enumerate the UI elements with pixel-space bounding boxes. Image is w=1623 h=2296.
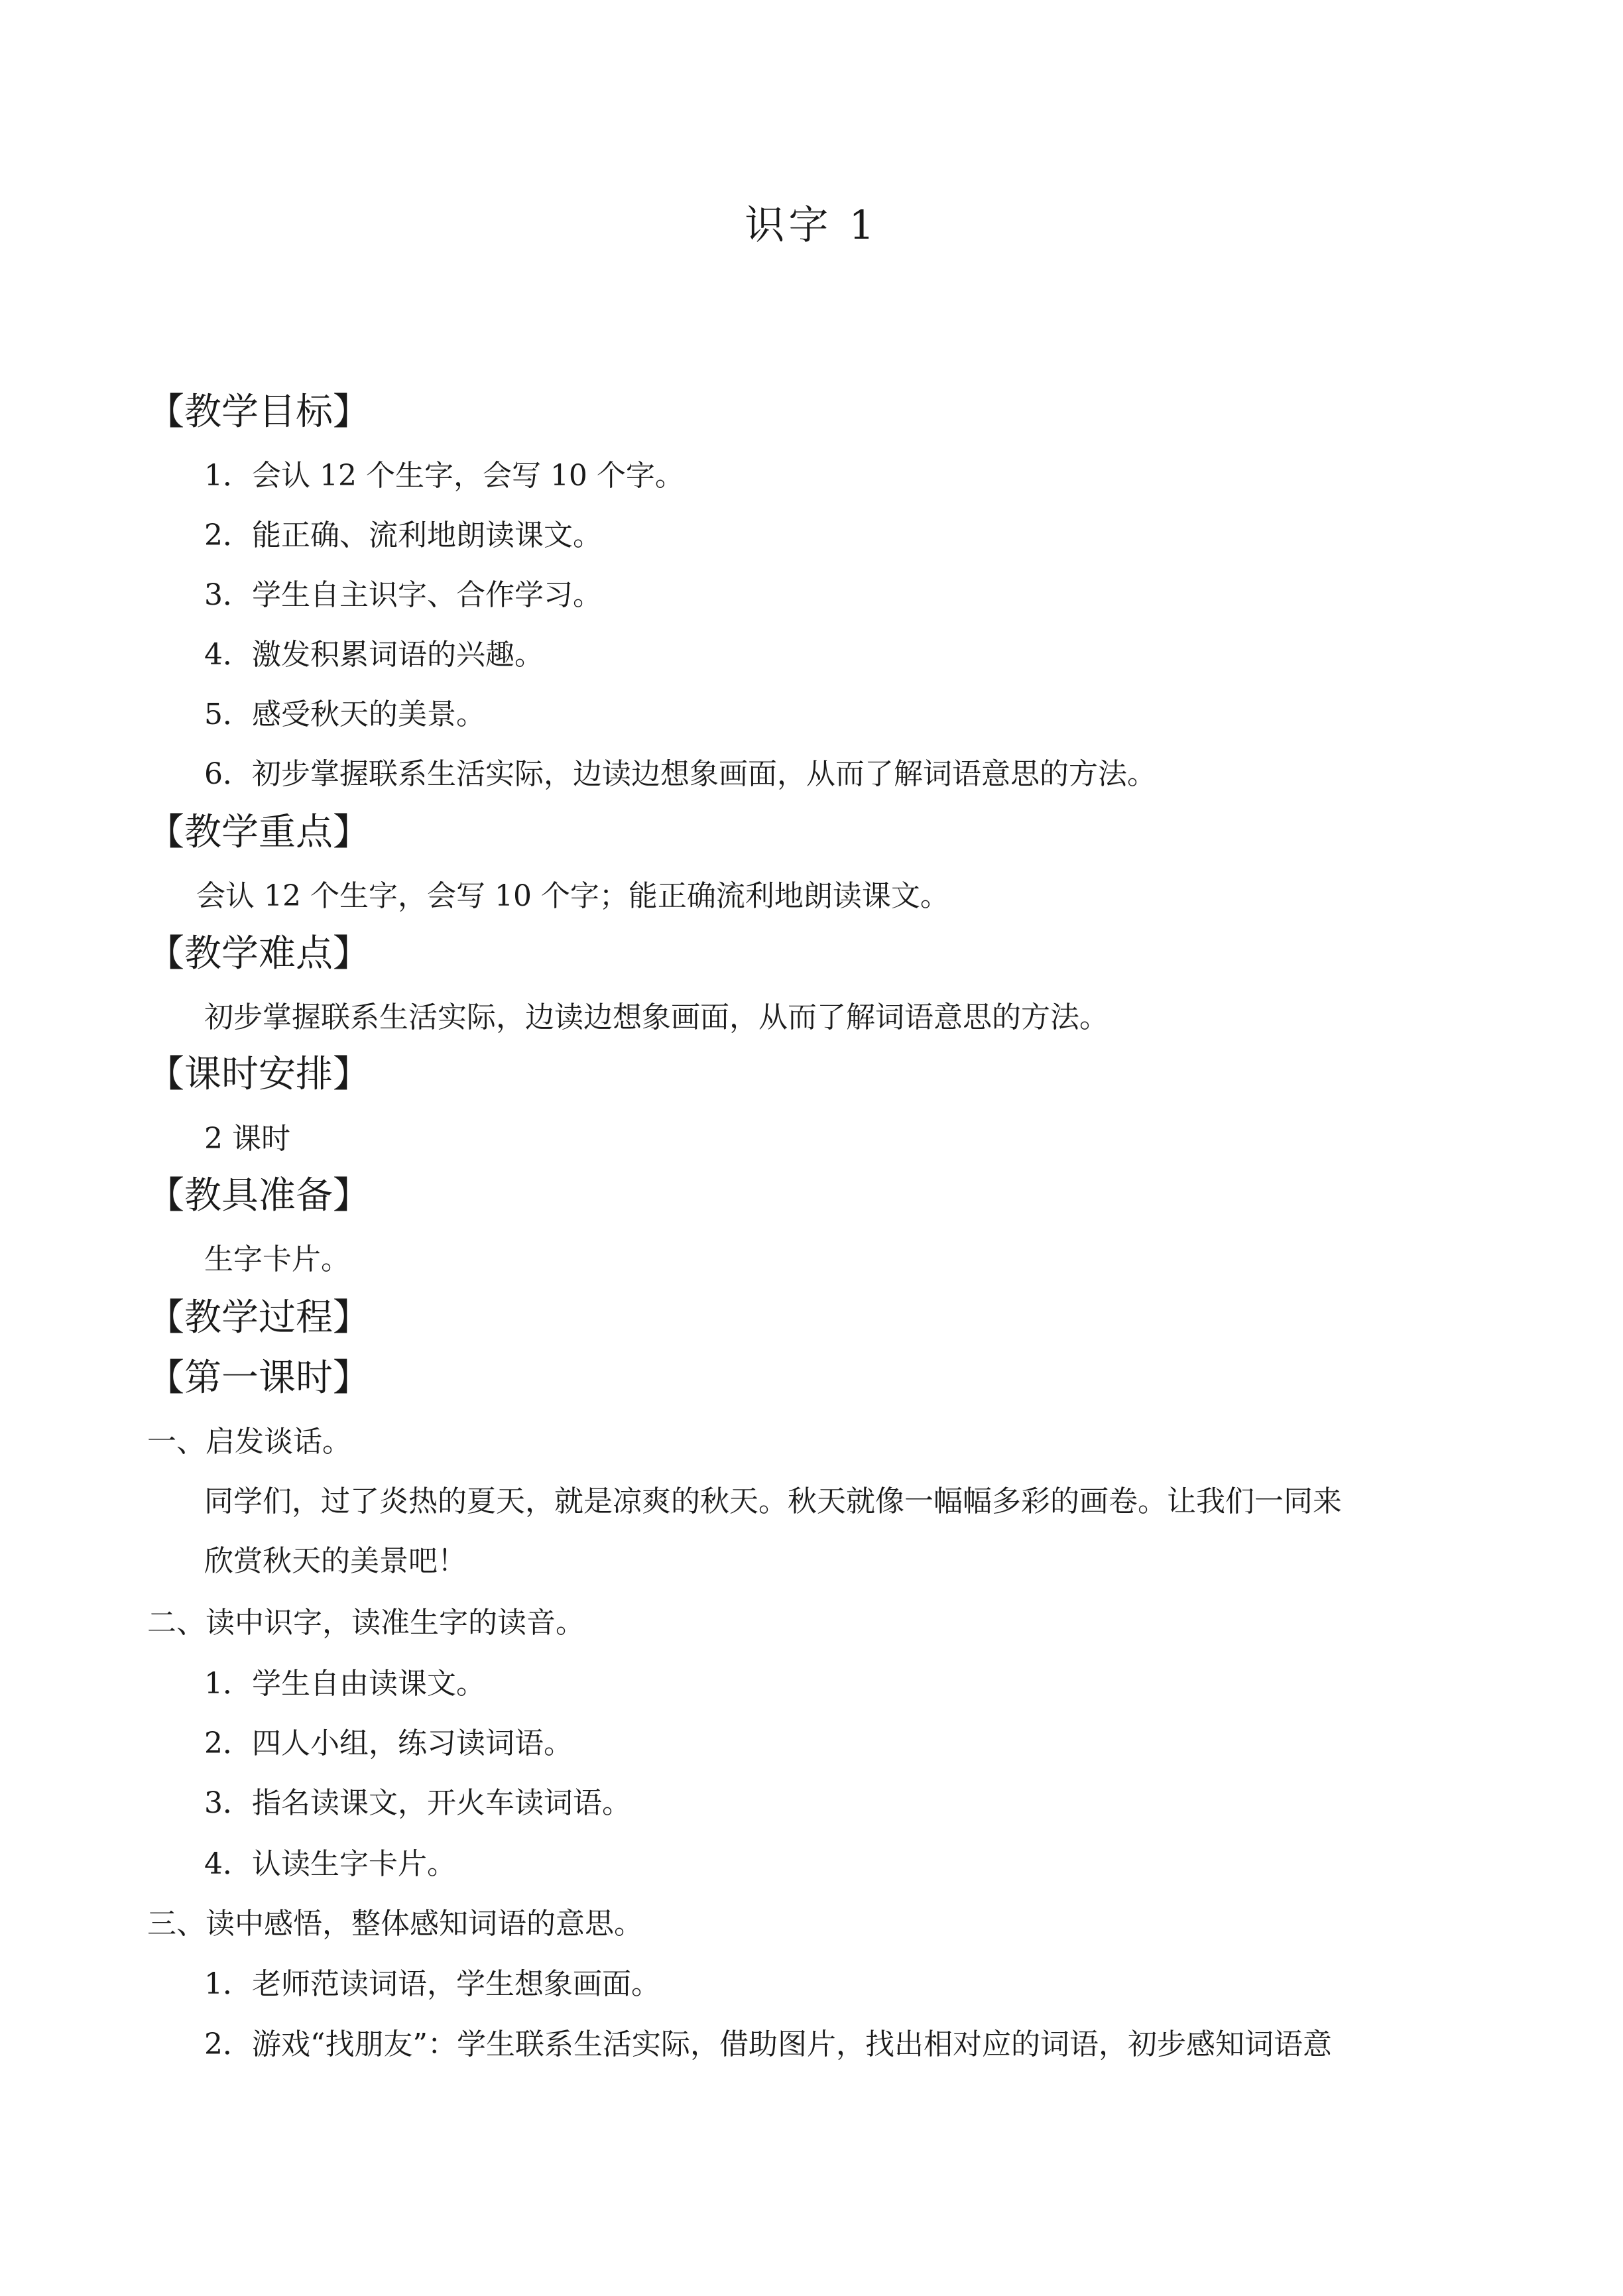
difficulties-text: 初步掌握联系生活实际，边读边想象画面，从而了解词语意思的方法。 — [204, 1000, 1109, 1034]
objective-item-4: 4．激发积累词语的兴趣。 — [204, 638, 544, 672]
key-points-text: 会认 12 个生字，会写 10 个字；能正确流利地朗读课文。 — [196, 879, 949, 913]
objective-item-3: 3．学生自主识字、合作学习。 — [204, 578, 602, 612]
schedule-text: 2 课时 — [204, 1122, 290, 1156]
section-1-title: 一、启发谈话。 — [147, 1425, 351, 1459]
section-2-item-1: 1．学生自由读课文。 — [204, 1667, 485, 1701]
heading-materials: 【教具准备】 — [147, 1174, 370, 1217]
objective-item-2: 2．能正确、流利地朗读课文。 — [204, 518, 602, 552]
section-2-title: 二、读中识字，读准生字的读音。 — [147, 1606, 585, 1640]
heading-schedule: 【课时安排】 — [147, 1053, 370, 1096]
page-title: 识字 1 — [745, 202, 878, 249]
section-2-item-3: 3．指名读课文，开火车读词语。 — [204, 1786, 631, 1820]
heading-first-lesson: 【第一课时】 — [147, 1357, 370, 1400]
section-2-item-2: 2．四人小组，练习读词语。 — [204, 1726, 573, 1760]
section-1-paragraph-line-1: 同学们，过了炎热的夏天，就是凉爽的秋天。秋天就像一幅幅多彩的画卷。让我们一同来 — [204, 1484, 1342, 1518]
section-3-item-2: 2．游戏“找朋友”：学生联系生活实际，借助图片，找出相对应的词语，初步感知词语意 — [204, 2027, 1332, 2061]
section-2-item-4: 4．认读生字卡片。 — [204, 1847, 456, 1881]
objective-item-5: 5．感受秋天的美景。 — [204, 697, 485, 731]
section-3-item-1: 1．老师范读词语，学生想象画面。 — [204, 1967, 660, 2001]
heading-difficulties: 【教学难点】 — [147, 932, 370, 975]
heading-key-points: 【教学重点】 — [147, 811, 370, 854]
materials-text: 生字卡片。 — [204, 1242, 350, 1276]
heading-process: 【教学过程】 — [147, 1296, 370, 1339]
section-3-title: 三、读中感悟，整体感知词语的意思。 — [147, 1907, 643, 1941]
objective-item-1: 1．会认 12 个生字，会写 10 个字。 — [204, 459, 684, 493]
objective-item-6: 6．初步掌握联系生活实际，边读边想象画面，从而了解词语意思的方法。 — [204, 757, 1156, 791]
section-1-paragraph-line-2: 欣赏秋天的美景吧！ — [204, 1544, 467, 1578]
heading-objectives: 【教学目标】 — [147, 391, 370, 434]
